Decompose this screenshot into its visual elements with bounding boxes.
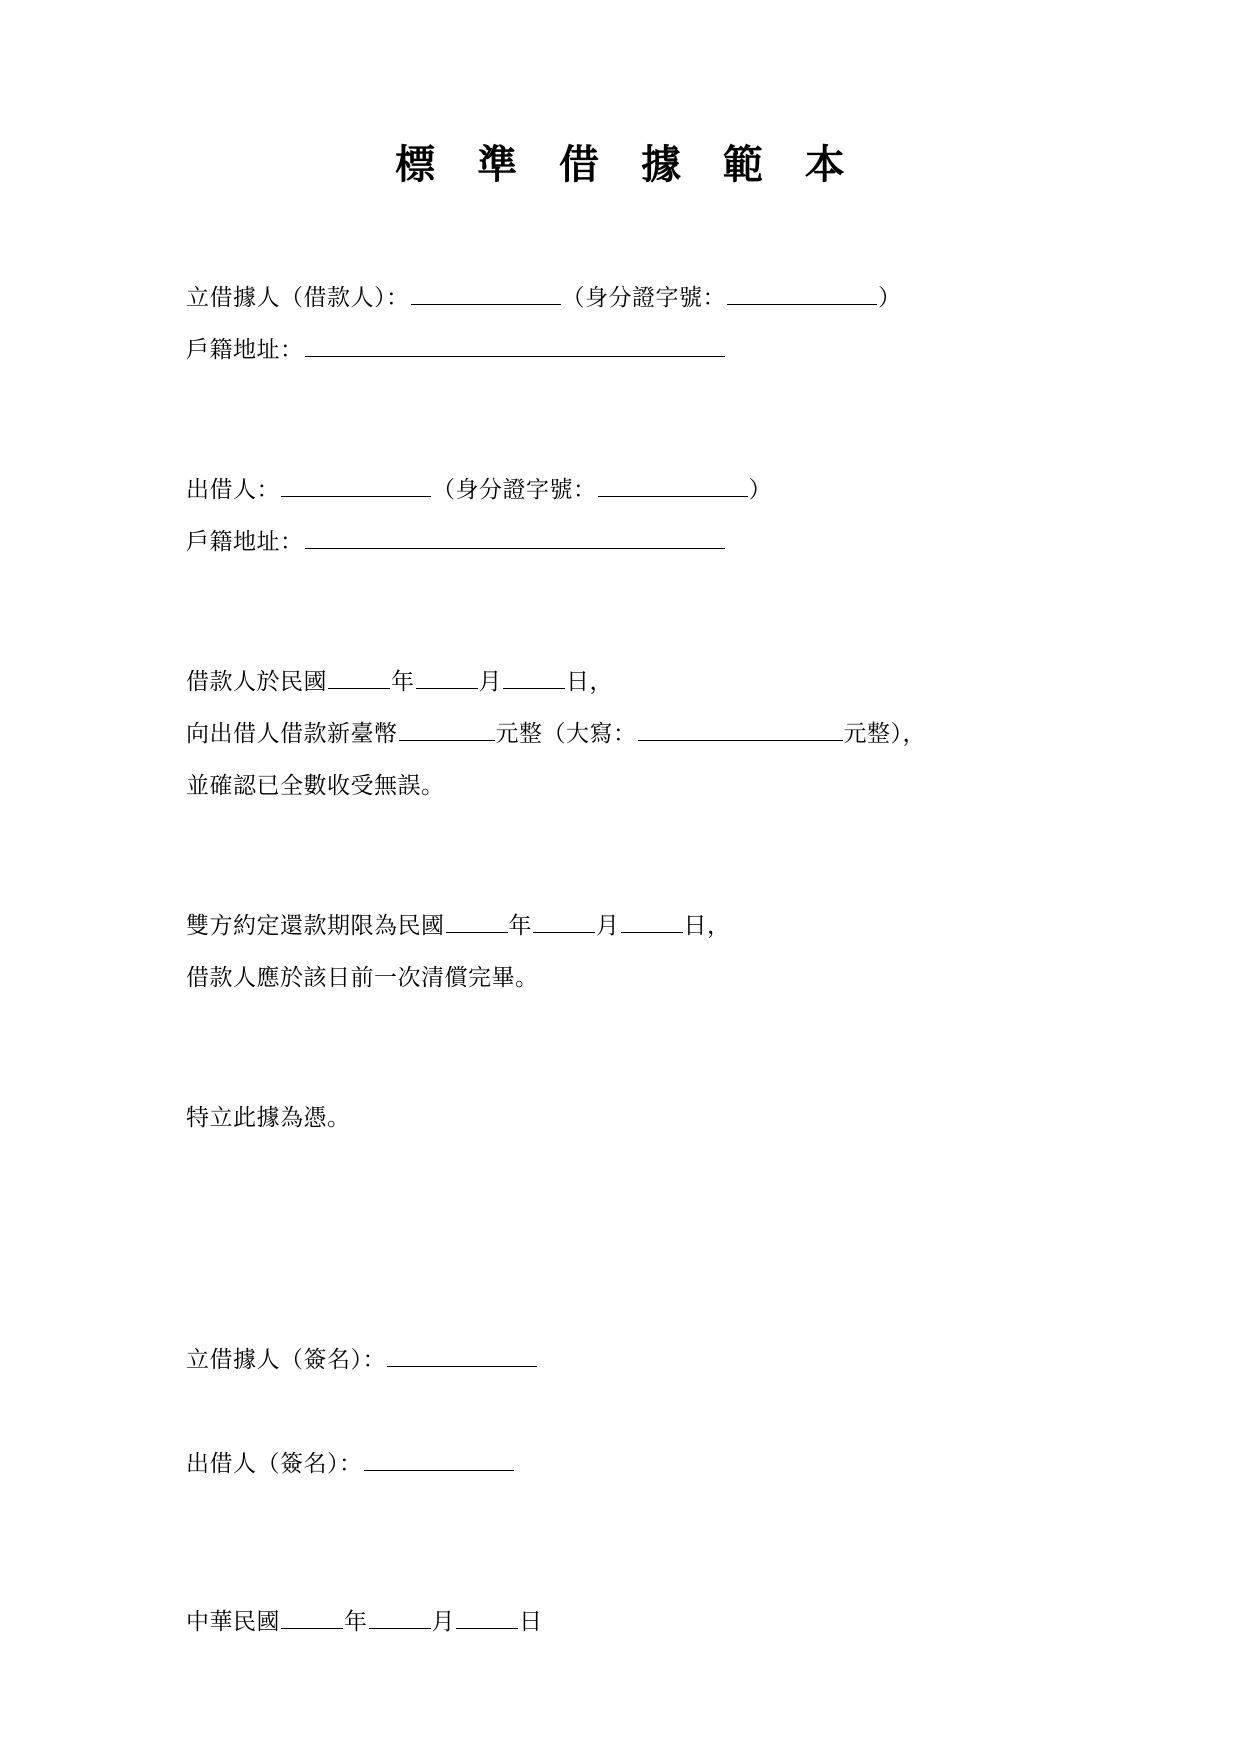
- lender-address-blank[interactable]: [305, 529, 725, 549]
- repayment-deadline-prefix: 雙方約定還款期限為民國: [186, 913, 445, 939]
- spacer: [186, 1578, 1086, 1596]
- repayment-day-unit: 日，: [683, 913, 731, 939]
- loan-amount-suffix: 元整），: [843, 721, 926, 747]
- lender-id-blank[interactable]: [598, 477, 748, 497]
- footer-day-blank[interactable]: [456, 1609, 518, 1629]
- borrower-name-label: 立借據人（借款人）：: [186, 285, 410, 311]
- era-label: 中華民國: [186, 1609, 280, 1635]
- borrower-address-label: 戶籍地址：: [186, 337, 304, 363]
- borrower-id-open-paren: （身分證字號：: [561, 285, 726, 311]
- loan-month-unit: 月: [478, 669, 502, 695]
- spacer: [186, 1004, 1086, 1092]
- borrower-name-blank[interactable]: [411, 285, 561, 305]
- lender-name-blank[interactable]: [281, 477, 431, 497]
- date-footer-line: [186, 1596, 1086, 1648]
- loan-year-unit: 年: [391, 669, 415, 695]
- lender-address-label: 戶籍地址：: [186, 529, 304, 555]
- lender-signature-blank[interactable]: [364, 1451, 514, 1471]
- loan-month-blank[interactable]: [416, 669, 478, 689]
- borrower-address-line: [186, 324, 1086, 376]
- loan-year-blank[interactable]: [328, 669, 390, 689]
- lender-address-line: [186, 516, 1086, 568]
- lender-name-label: 出借人：: [186, 477, 280, 503]
- loan-amount-unit: 元整（大寫：: [495, 721, 637, 747]
- loan-amount-line: [186, 708, 1086, 760]
- borrower-id-close-paren: ）: [878, 285, 902, 311]
- spacer: [186, 376, 1086, 464]
- loan-day-unit: 日，: [566, 669, 613, 695]
- lender-signature-label: 出借人（簽名）：: [186, 1451, 363, 1477]
- loan-amount-words-blank[interactable]: [638, 721, 843, 741]
- borrower-name-line: [186, 272, 1086, 324]
- spacer: [186, 1144, 1086, 1282]
- loan-confirm-line: 並確認已全數收受無誤。: [186, 773, 445, 799]
- lender-signature-line: [186, 1438, 1086, 1490]
- loan-amount-prefix: 向出借人借款新臺幣: [186, 721, 398, 747]
- footer-day-unit: 日: [519, 1609, 543, 1635]
- repayment-month-blank[interactable]: [533, 913, 595, 933]
- footer-month-blank[interactable]: [369, 1609, 431, 1629]
- borrower-signature-blank[interactable]: [387, 1347, 537, 1367]
- loan-date-prefix: 借款人於民國: [186, 669, 327, 695]
- borrower-signature-line: [186, 1334, 1086, 1386]
- repayment-settle-line: 借款人應於該日前一次清償完畢。: [186, 965, 539, 991]
- borrower-address-blank[interactable]: [305, 337, 725, 357]
- lender-id-close-paren: ）: [748, 477, 772, 503]
- repayment-deadline-line: [186, 900, 1086, 952]
- spacer: [186, 1386, 1086, 1438]
- repayment-day-blank[interactable]: [621, 913, 683, 933]
- loan-date-line: [186, 656, 1086, 708]
- spacer: [186, 1490, 1086, 1578]
- footer-month-unit: 月: [431, 1609, 455, 1635]
- loan-amount-digits-blank[interactable]: [399, 721, 495, 741]
- repayment-year-blank[interactable]: [446, 913, 508, 933]
- spacer: [186, 1282, 1086, 1334]
- repayment-month-unit: 月: [596, 913, 620, 939]
- document-body: [186, 272, 1086, 1648]
- spacer: [186, 568, 1086, 656]
- borrower-signature-label: 立借據人（簽名）：: [186, 1347, 386, 1373]
- loan-day-blank[interactable]: [503, 669, 565, 689]
- attestation-line: 特立此據為憑。: [186, 1105, 351, 1131]
- spacer: [186, 812, 1086, 900]
- repayment-year-unit: 年: [508, 913, 532, 939]
- footer-year-unit: 年: [344, 1609, 368, 1635]
- lender-name-line: [186, 464, 1086, 516]
- footer-year-blank[interactable]: [281, 1609, 343, 1629]
- borrower-id-blank[interactable]: [727, 285, 877, 305]
- page-title: 標 準 借 據 範 本: [395, 141, 859, 188]
- lender-id-open-paren: （身分證字號：: [432, 477, 597, 503]
